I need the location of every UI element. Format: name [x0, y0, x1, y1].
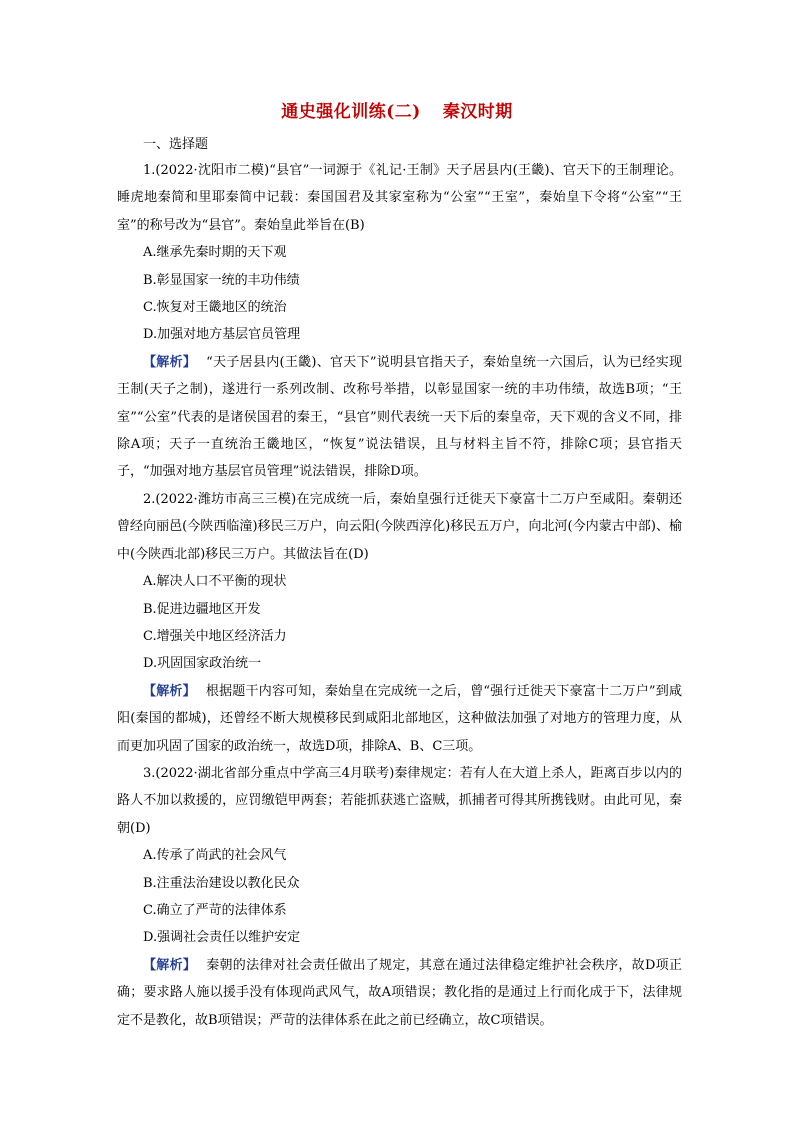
analysis-label: 【解析】 [143, 683, 196, 699]
option-a: A.解决人口不平衡的现状 [143, 574, 287, 590]
question-stem: 3.(2022·湖北省部分重点中学高三4月联考)秦律规定：若有人在大道上杀人，距离百步以内的路人不加以救援的，应罚缴铠甲两套；若能抓获逃亡盗贼，抓捕者可得其所携钱财。由此可见，秦朝(D) [117, 765, 682, 836]
option-a: A.传承了尚武的社会风气 [143, 848, 287, 864]
analysis [117, 952, 682, 1034]
title-main: 通史强化训练(二) [281, 102, 421, 122]
option-d: D.加强对地方基层官员管理 [143, 327, 301, 343]
title-sub: 秦汉时期 [442, 102, 513, 122]
document-content [117, 133, 682, 1034]
question-stem: 2.(2022·潍坊市高三三模)在完成统一后，秦始皇强行迁徙天下豪富十二万户至咸阳。秦朝还曾经向丽邑(今陕西临潼)移民三万户，向云阳(今陕西淳化)移民五万户，向北河(今内蒙古中部)、榆中(今陕西北部)移民三万户。其做法旨在(D) [117, 491, 682, 562]
analysis-text: “天子居县内(王畿)、官天下”说明县官指天子，秦始皇统一六国后，认为已经实现王制(天子之制)，遂进行一系列改制、改称号举措，以彰显国家一统的丰功伟绩，故选B项；“王室”“公室”代表的是诸侯国君的秦王，“县官”则代表统一天下后的秦皇帝，天下观的含义不同，排除A项；天子一直统治王畿地区，“恢复”说法错误，且与材料主旨不符，排除C项；县官指天子，“加强对地方基层官员管理”说法错误，排除D项。 [117, 354, 682, 480]
option-a: A.继承先秦时期的天下观 [143, 245, 287, 261]
option-d: D.巩固国家政治统一 [143, 656, 262, 672]
option-c: C.确立了严苛的法律体系 [143, 902, 287, 918]
option-b: B.注重法治建设以教化民众 [143, 875, 300, 891]
analysis-text: 秦朝的法律对社会责任做出了规定，其意在通过法律稳定维护社会秩序，故D项正确；要求路人施以援手没有体现尚武风气，故A项错误；教化指的是通过上行而化成于下，法律规定不是教化，故B项错误；严苛的法律体系在此之前已经确立，故C项错误。 [117, 957, 682, 1028]
option-b: B.彰显国家一统的丰功伟绩 [143, 272, 300, 288]
analysis-text: 根据题干内容可知，秦始皇在完成统一之后，曾“强行迁徙天下豪富十二万户”到咸阳(秦国的都城)，还曾经不断大规模移民到咸阳北部地区，这种做法加强了对地方的管理力度，从而更加巩固了国家的政治统一，故选D项，排除A、B、C三项。 [117, 683, 682, 754]
page-title [0, 97, 794, 122]
section-heading: 一、选择题 [143, 137, 209, 152]
question-block [117, 157, 682, 486]
option-b: B.促进边疆地区开发 [143, 601, 261, 617]
analysis-label: 【解析】 [143, 354, 197, 370]
question-block [117, 760, 682, 1034]
option-d: D.强调社会责任以维护安定 [143, 930, 301, 946]
question-stem: 1.(2022·沈阳市二模)“县官”一词源于《礼记·王制》天子居县内(王畿)、官天下的王制理论。睡虎地秦简和里耶秦简中记载：秦国国君及其家室称为“公室”“王室”，秦始皇下令将“公室”“王室”的称号改为“县官”。秦始皇此举旨在(B) [117, 163, 682, 233]
option-c: C.增强关中地区经济活力 [143, 628, 287, 644]
analysis-label: 【解析】 [143, 957, 197, 973]
analysis [117, 349, 682, 486]
analysis [117, 678, 682, 760]
option-c: C.恢复对王畿地区的统治 [143, 300, 287, 316]
question-block [117, 486, 682, 760]
